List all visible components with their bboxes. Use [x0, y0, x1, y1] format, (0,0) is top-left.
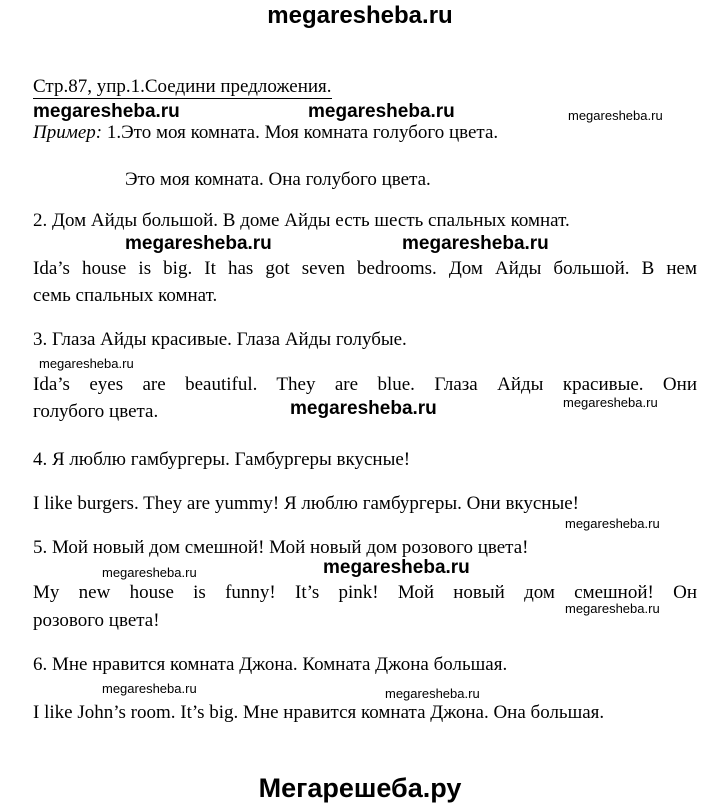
answer-4-line-1: I like burgers. They are yummy! Я люблю гамбургеры. Они вкусные! — [33, 493, 579, 514]
answer-3-line-2: голубого цвета. — [33, 401, 159, 422]
site-footer-watermark: Мегарешеба.ру — [258, 773, 462, 803]
example-line — [33, 122, 498, 144]
answer-5-line-1: My new house is funny! It’s pink! Мой новый дом смешной! Он — [33, 582, 697, 603]
task-5: 5. Мой новый дом смешной! Мой новый дом розового цвета! — [33, 537, 529, 558]
watermark-bold: megaresheba.ru — [402, 233, 549, 254]
site-header-watermark: megaresheba.ru — [267, 2, 453, 29]
watermark-bold: megaresheba.ru — [33, 101, 180, 122]
watermark-small: megaresheba.ru — [39, 356, 134, 371]
watermark-small: megaresheba.ru — [563, 395, 658, 410]
example-given: 1.Это моя комната. Моя комната голубого цвета. — [106, 122, 499, 143]
answer-3-line-1: Ida’s eyes are beautiful. They are blue. Глаза Айды красивые. Они — [33, 374, 697, 395]
watermark-bold: megaresheba.ru — [323, 557, 470, 578]
task-4: 4. Я люблю гамбургеры. Гамбургеры вкусные! — [33, 449, 411, 470]
watermark-bold: megaresheba.ru — [125, 233, 272, 254]
example-answer: Это моя комната. Она голубого цвета. — [125, 169, 431, 190]
watermark-bold: megaresheba.ru — [290, 398, 437, 419]
watermark-small: megaresheba.ru — [565, 516, 660, 531]
watermark-small: megaresheba.ru — [568, 108, 663, 123]
watermark-small: megaresheba.ru — [102, 681, 197, 696]
task-6: 6. Мне нравится комната Джона. Комната Джона большая. — [33, 654, 508, 675]
answer-2-line-2: семь спальных комнат. — [33, 285, 218, 306]
task-3: 3. Глаза Айды красивые. Глаза Айды голубые. — [33, 329, 407, 350]
answer-6-line-1: I like John’s room. It’s big. Мне нравится комната Джона. Она большая. — [33, 702, 605, 723]
watermark-small: megaresheba.ru — [385, 686, 480, 701]
watermark-bold: megaresheba.ru — [308, 101, 455, 122]
task-2: 2. Дом Айды большой. В доме Айды есть шесть спальных комнат. — [33, 210, 570, 231]
exercise-title: Стр.87, упр.1.Соедини предложения. — [33, 76, 332, 97]
answer-2-line-1: Ida’s house is big. It has got seven bedrooms. Дом Айды большой. В нем — [33, 258, 697, 279]
watermark-small: megaresheba.ru — [102, 565, 197, 580]
example-label: Пример: — [33, 122, 103, 143]
answer-5-line-2: розового цвета! — [33, 610, 160, 631]
watermark-small: megaresheba.ru — [565, 601, 660, 616]
